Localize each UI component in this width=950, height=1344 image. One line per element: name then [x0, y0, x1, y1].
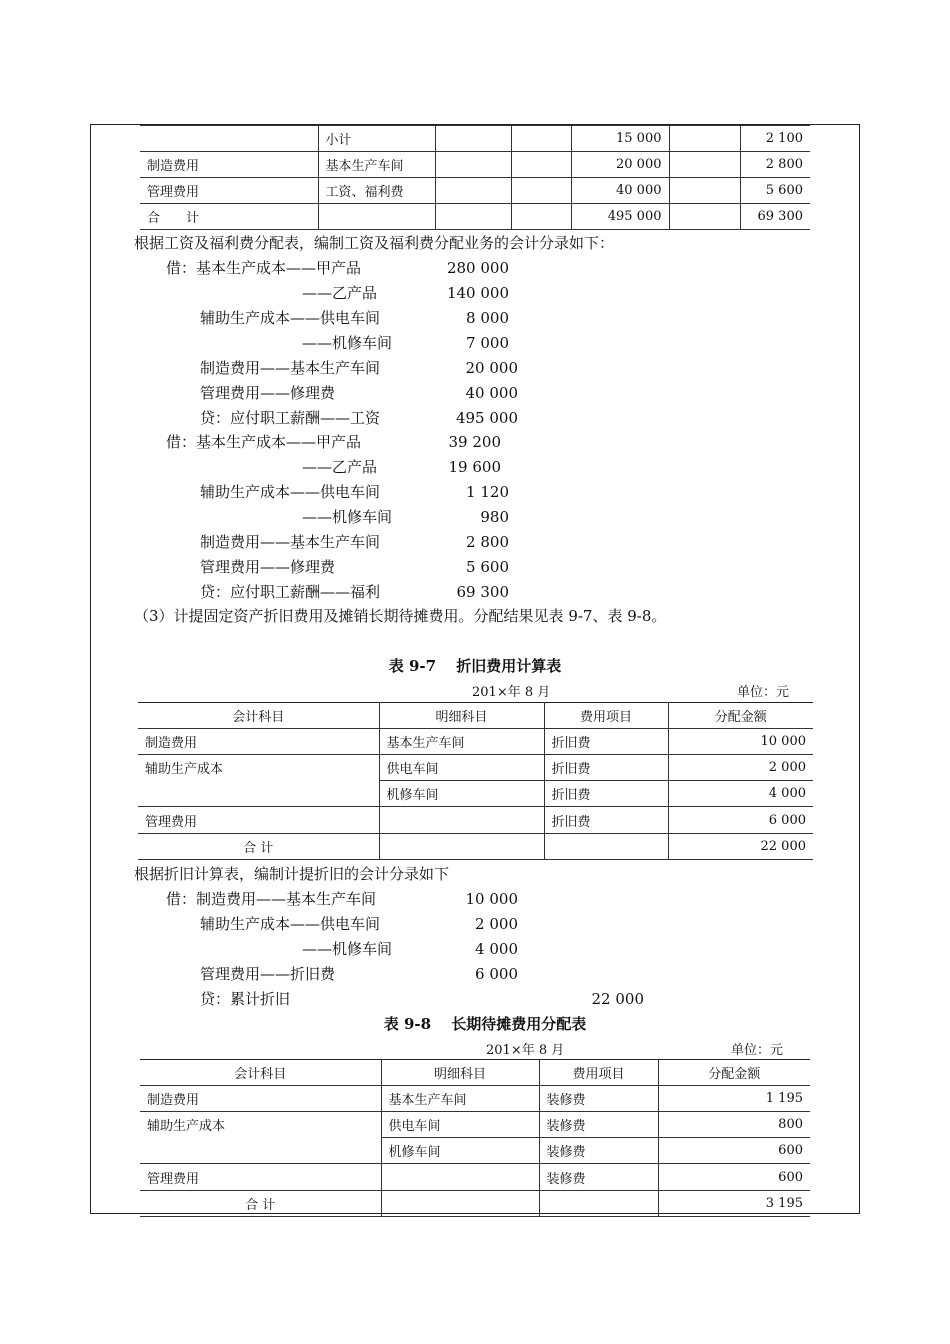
journal-entry-text: 辅助生产成本——供电车间	[200, 915, 381, 933]
table-header-row	[138, 703, 813, 729]
table-header-row	[140, 1060, 810, 1086]
journal-entry-amount: 19 600	[448, 458, 501, 476]
column-header: 分配金额	[668, 703, 813, 729]
journal-entry-amount: 5 600	[466, 558, 509, 576]
table-row	[138, 781, 813, 807]
table-cell: 基本生产车间	[381, 1086, 539, 1112]
table-cell: 管理费用	[140, 1164, 381, 1191]
table-cell: 制造费用	[140, 1086, 381, 1112]
table-cell: 折旧费	[544, 755, 668, 781]
journal-entry-amount: 7 000	[466, 334, 509, 352]
table-cell	[379, 807, 544, 834]
journal-entry-text: 管理费用——修理费	[200, 384, 336, 402]
table-cell: 800	[658, 1112, 810, 1138]
journal-entry-text: 辅助生产成本——供电车间	[200, 309, 381, 327]
table-cell: 69 300	[740, 204, 810, 230]
table-cell: 合 计	[138, 834, 379, 860]
journal-entry-text: 管理费用——折旧费	[200, 965, 336, 983]
table-cell: 15 000	[571, 126, 669, 152]
table-cell: 600	[658, 1138, 810, 1164]
table-unit: 单位：元	[737, 685, 790, 700]
journal-entry-text: ——机修车间	[302, 334, 393, 352]
journal-entry-text: 借：基本生产成本——甲产品	[166, 433, 362, 451]
table-cell: 管理费用	[138, 807, 379, 834]
table-cell	[381, 1191, 539, 1217]
table-row	[140, 1164, 810, 1191]
journal-entry-text: ——机修车间	[302, 940, 393, 958]
paragraph-text: 根据折旧计算表，编制计提折旧的会计分录如下	[134, 865, 450, 883]
journal-entry-amount: 140 000	[446, 284, 509, 302]
table-cell: 制造费用	[138, 729, 379, 755]
journal-entry-amount: 6 000	[475, 965, 518, 983]
journal-entry-amount: 4 000	[475, 940, 518, 958]
journal-entry-amount: 980	[480, 508, 509, 526]
journal-entry-text: 管理费用——修理费	[200, 558, 336, 576]
table-cell: 折旧费	[544, 729, 668, 755]
table-unit: 单位：元	[731, 1043, 784, 1058]
table-cell	[539, 1191, 658, 1217]
table-cell: 5 600	[740, 178, 810, 204]
journal-entry-text: 制造费用——基本生产车间	[200, 533, 381, 551]
journal-entry-text: 贷：应付职工薪酬——工资	[200, 409, 381, 427]
table-cell: 基本生产车间	[379, 729, 544, 755]
table-cell: 600	[658, 1164, 810, 1191]
table-row	[138, 729, 813, 755]
table-cell: 基本生产车间	[318, 152, 435, 178]
column-header: 会计科目	[140, 1060, 381, 1086]
table-cell: 机修车间	[381, 1138, 539, 1164]
long-term-prepaid-table	[140, 1059, 810, 1217]
table-cell: 折旧费	[544, 781, 668, 807]
journal-entry-text: 借：制造费用——基本生产车间	[166, 890, 377, 908]
column-header: 费用项目	[539, 1060, 658, 1086]
table-cell: 辅助生产成本	[140, 1112, 381, 1138]
table-row	[140, 178, 810, 204]
column-header: 会计科目	[138, 703, 379, 729]
table-cell: 合 计	[140, 204, 318, 230]
table-cell: 辅助生产成本	[138, 755, 379, 781]
depreciation-table	[138, 702, 813, 860]
table-cell: 495 000	[571, 204, 669, 230]
table-cell: 1 195	[658, 1086, 810, 1112]
table-cell: 20 000	[571, 152, 669, 178]
journal-entry-amount: 20 000	[465, 359, 518, 377]
table-cell: 装修费	[539, 1164, 658, 1191]
table-cell: 4 000	[668, 781, 813, 807]
table-caption: 表 9-8 长期待摊费用分配表	[383, 1015, 587, 1033]
table-cell	[138, 781, 379, 807]
table-cell	[544, 834, 668, 860]
journal-entry-amount: 69 300	[456, 583, 509, 601]
table-cell	[381, 1164, 539, 1191]
table-cell: 装修费	[539, 1112, 658, 1138]
journal-entry-text: 贷：应付职工薪酬——福利	[200, 583, 381, 601]
journal-entry-text: 辅助生产成本——供电车间	[200, 483, 381, 501]
journal-entry-amount: 280 000	[446, 259, 509, 277]
table-cell: 供电车间	[381, 1112, 539, 1138]
journal-entry-amount: 8 000	[466, 309, 509, 327]
table-total-row	[138, 834, 813, 860]
salary-allocation-table-fragment	[140, 125, 810, 230]
table-cell: 10 000	[668, 729, 813, 755]
journal-entry-amount: 22 000	[591, 990, 644, 1008]
table-total-row	[140, 1191, 810, 1217]
journal-entry-text: ——乙产品	[302, 284, 378, 302]
journal-entry-amount: 10 000	[465, 890, 518, 908]
journal-entry-amount: 1 120	[466, 483, 509, 501]
table-cell	[140, 1138, 381, 1164]
table-cell	[379, 834, 544, 860]
journal-entry-amount: 2 800	[466, 533, 509, 551]
column-header: 明细科目	[379, 703, 544, 729]
paragraph-text: 根据工资及福利费分配表，编制工资及福利费分配业务的会计分录如下：	[134, 234, 615, 252]
table-cell: 供电车间	[379, 755, 544, 781]
journal-entry-amount: 495 000	[455, 409, 518, 427]
column-header: 明细科目	[381, 1060, 539, 1086]
table-cell: 装修费	[539, 1086, 658, 1112]
table-cell: 2 000	[668, 755, 813, 781]
table-cell: 3 195	[658, 1191, 810, 1217]
journal-entry-text: ——乙产品	[302, 458, 378, 476]
journal-entry-text: ——机修车间	[302, 508, 393, 526]
journal-entry-text: 借：基本生产成本——甲产品	[166, 259, 362, 277]
table-row	[138, 807, 813, 834]
table-caption: 表 9-7 折旧费用计算表	[388, 657, 562, 675]
table-cell: 装修费	[539, 1138, 658, 1164]
table-cell	[318, 204, 435, 230]
table-cell: 管理费用	[140, 178, 318, 204]
table-cell	[140, 126, 318, 152]
column-header: 费用项目	[544, 703, 668, 729]
table-date: 201×年 8 月	[472, 685, 551, 700]
table-row	[140, 1112, 810, 1138]
table-cell: 40 000	[571, 178, 669, 204]
table-row	[140, 126, 810, 152]
table-cell: 工资、福利费	[318, 178, 435, 204]
paragraph-text: （3）计提固定资产折旧费用及摊销长期待摊费用。分配结果见表 9-7、表 9-8。	[134, 607, 667, 625]
table-cell: 合 计	[140, 1191, 381, 1217]
column-header: 分配金额	[658, 1060, 810, 1086]
journal-entry-text: 制造费用——基本生产车间	[200, 359, 381, 377]
table-cell: 22 000	[668, 834, 813, 860]
journal-entry-amount: 39 200	[448, 433, 501, 451]
table-row	[140, 1086, 810, 1112]
table-row	[138, 755, 813, 781]
journal-entry-text: 贷：累计折旧	[200, 990, 291, 1008]
table-cell: 机修车间	[379, 781, 544, 807]
table-cell: 小计	[318, 126, 435, 152]
table-row	[140, 204, 810, 230]
table-cell: 6 000	[668, 807, 813, 834]
journal-entry-amount: 40 000	[465, 384, 518, 402]
table-cell: 制造费用	[140, 152, 318, 178]
table-date: 201×年 8 月	[486, 1043, 565, 1058]
table-row	[140, 1138, 810, 1164]
table-cell: 2 100	[740, 126, 810, 152]
table-row	[140, 152, 810, 178]
journal-entry-amount: 2 000	[475, 915, 518, 933]
table-cell: 折旧费	[544, 807, 668, 834]
table-cell: 2 800	[740, 152, 810, 178]
